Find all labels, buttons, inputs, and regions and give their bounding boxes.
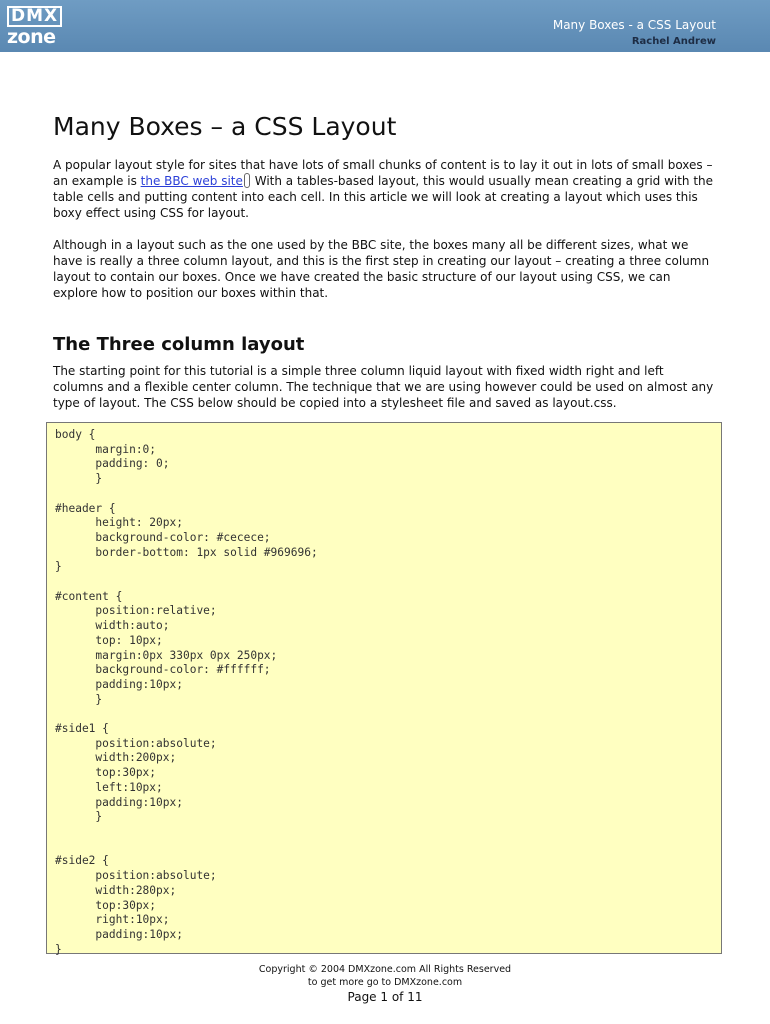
header-title: Many Boxes - a CSS Layout (552, 18, 716, 32)
footer-copyright: Copyright © 2004 DMXzone.com All Rights Reserved (258, 964, 512, 975)
page-number: Page 1 of 11 (347, 990, 423, 1004)
dmxzone-logo (7, 6, 59, 48)
third-paragraph: The starting point for this tutorial is a simple three column liquid layout with fixed width right and left columns and a flexible center column. The technique that we are using however could be used on almost any type of layout. The CSS below should be copied into a stylesheet file and saved as layout.css. (53, 364, 714, 410)
css-code: body { margin:0; padding: 0; } #header { height: 20px; background-color: #cecece; border-bottom: 1px solid #969696; } #content { position:relative; width:auto; top: 10px; margin:0px 330px 0px 250px; background-color: #ffffff; padding:10px; } #side1 { position:absolute; width:200px; top:30px; left:10px; padding:10px; } #side2 { position:absolute; width:280px; top:30px; right:10px; padding:10px; } (55, 428, 318, 956)
logo-line1: DMX (7, 6, 62, 27)
footer-more: to get more go to DMXzone.com (307, 977, 463, 988)
second-paragraph: Although in a layout such as the one used by the BBC site, the boxes many all be different sizes, what we have is really a three column layout, and this is the first step in creating our layout – creating a three column layout to contain our boxes. Once we have created the basic structure of our layout using CSS, we can explore how to position our boxes within that. (53, 238, 710, 300)
code-block (46, 422, 722, 954)
section-heading: The Three column layout (53, 334, 305, 355)
intro-text-after-link: With a tables-based layout, this would usually mean creating a grid with the table cells and putting content into each cell. In this article we will look at creating a layout which uses this boxy effect using CSS for layout. (53, 174, 714, 220)
intro-text-before-link: A popular layout style for sites that have lots of small chunks of content is to lay it out in lots of small boxes – an example is (53, 158, 713, 188)
logo-line2: zone (7, 26, 56, 48)
bbc-link[interactable]: the BBC web site (140, 174, 243, 188)
intro-paragraph (53, 157, 717, 221)
paperclip-icon (244, 173, 250, 188)
article-title: Many Boxes – a CSS Layout (53, 112, 397, 141)
header-bar (0, 0, 770, 52)
header-author: Rachel Andrew (631, 36, 716, 47)
